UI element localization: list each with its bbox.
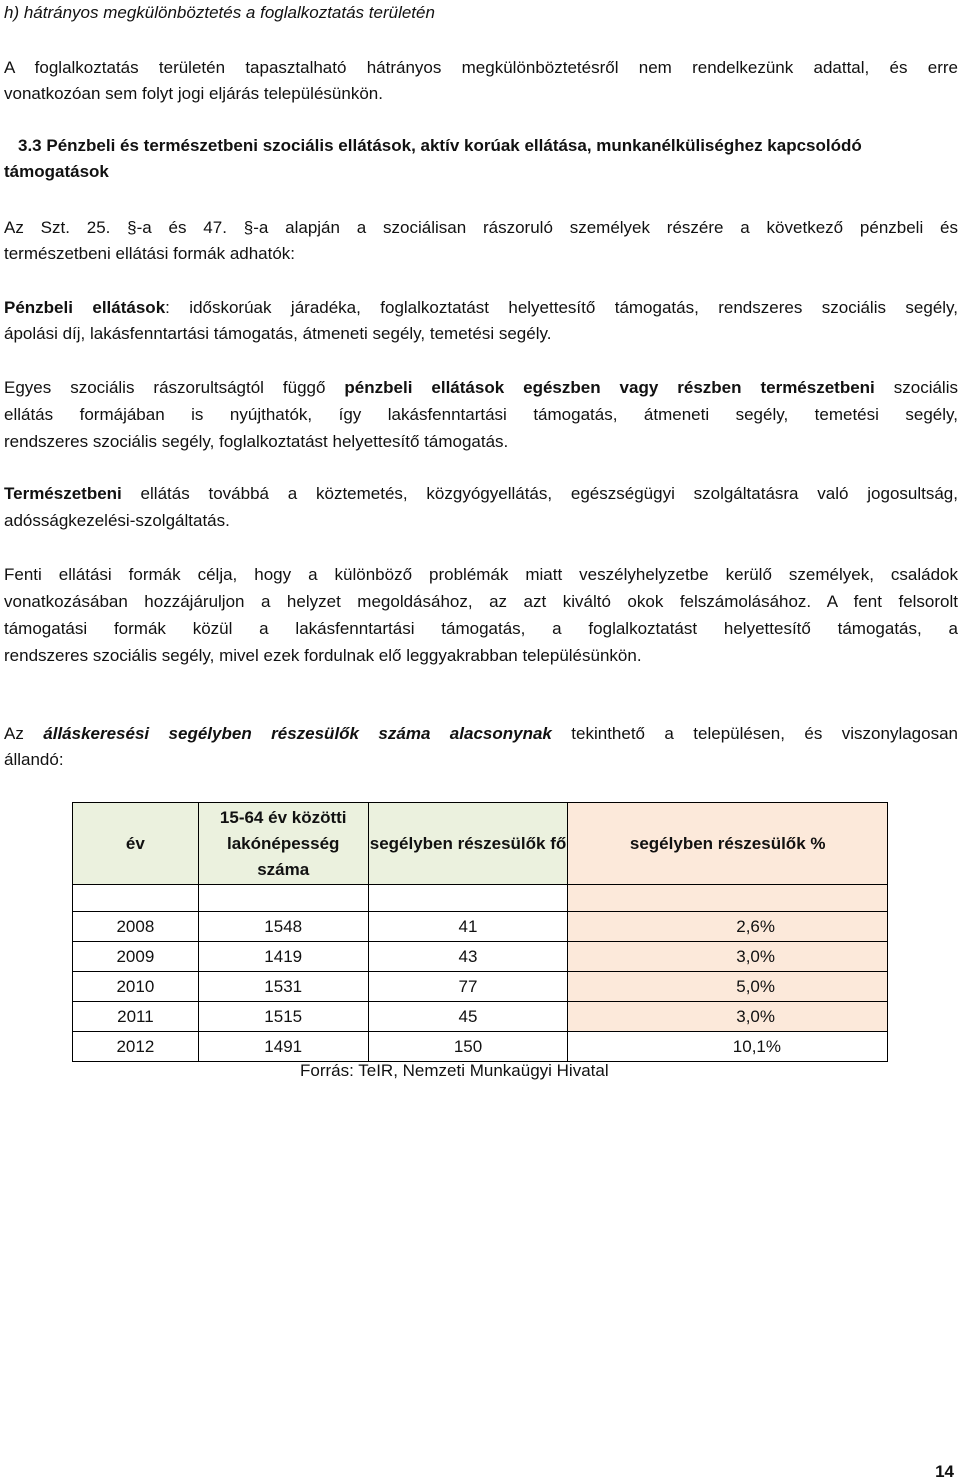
cell-year: 2009 [73, 942, 199, 972]
cell-recipients: 43 [368, 942, 568, 972]
cell-population: 1515 [198, 1002, 368, 1032]
cell-year: 2008 [73, 912, 199, 942]
egyes-paragraph-line-1 [4, 375, 958, 401]
table-spacer-row [73, 885, 888, 912]
allaskeresesi-text: tekinthető a településen, és viszonylagosan [551, 724, 958, 743]
discrimination-paragraph-line-2: vonatkozóan sem folyt jogi eljárás településünkön. [4, 84, 383, 103]
table-header-row [73, 803, 888, 885]
cell-percent: 5,0% [568, 972, 888, 1002]
cell-population: 1419 [198, 942, 368, 972]
termeszetbeni-paragraph-line-2: adósságkezelési-szolgáltatás. [4, 511, 230, 530]
egyes-text-a: Egyes szociális rászorultságtól függő [4, 378, 345, 397]
cell-percent: 3,0% [568, 942, 888, 972]
table-source-note: Forrás: TeIR, Nemzeti Munkaügyi Hivatal [300, 1061, 609, 1080]
penzbeli-paragraph-line-1 [4, 295, 958, 321]
header-population-line-2: lakónépesség [226, 833, 340, 853]
egyes-paragraph-line-2: ellátás formájában is nyújthatók, így lakásfenntartási támogatás, átmeneti segély, temetési segély, [4, 405, 958, 424]
cell-percent: 3,0% [568, 1002, 888, 1032]
spacer-cell [368, 885, 568, 912]
discrimination-paragraph-line-1: A foglalkoztatás területén tapasztalható hátrányos megkülönböztetésről nem rendelkezünk adattal, és erre [4, 58, 958, 77]
egyes-paragraph-line-3: rendszeres szociális segély, foglalkoztatást helyettesítő támogatás. [4, 432, 509, 451]
spacer-cell [568, 885, 888, 912]
table-row [73, 1002, 888, 1032]
benefit-recipients-table [72, 802, 888, 1062]
page-number: 14 [935, 1462, 954, 1481]
termeszetbeni-label: Természetbeni [4, 484, 122, 503]
szt-paragraph-line-2: természetbeni ellátási formák adhatók: [4, 244, 296, 263]
section-h-title: h) hátrányos megkülönböztetés a foglalkoztatás területén [4, 3, 435, 22]
header-population-line-1: 15-64 év közötti [219, 807, 347, 827]
allaskeresesi-emphasis: álláskeresési segélyben részesülők száma alacsonynak [43, 724, 552, 743]
cell-year: 2011 [73, 1002, 199, 1032]
cell-recipients: 41 [368, 912, 568, 942]
header-recipients: segélyben részesülők fő [368, 803, 568, 885]
fenti-paragraph-line-4: rendszeres szociális segély, mivel ezek fordulnak elő leggyakrabban településünkön. [4, 646, 642, 665]
section-3-3-title-line-1: 3.3 Pénzbeli és természetbeni szociális ellátások, aktív korúak ellátása, munkanélküliséghez kapcsolódó [18, 136, 862, 155]
header-year: év [73, 803, 199, 885]
szt-paragraph-line-1: Az Szt. 25. §-a és 47. §-a alapján a szociálisan rászoruló személyek részére a következő pénzbeli és [4, 218, 958, 237]
penzbeli-paragraph-line-2: ápolási díj, lakásfenntartási támogatás, átmeneti segély, temetési segély. [4, 324, 552, 343]
table-row [73, 1032, 888, 1062]
allaskeresesi-paragraph-line-2: állandó: [4, 750, 64, 769]
spacer-cell [73, 885, 199, 912]
table-row [73, 942, 888, 972]
header-percent: segélyben részesülők % [568, 803, 888, 885]
penzbeli-text: : időskorúak járadéka, foglalkoztatást helyettesítő támogatás, rendszeres szociális segély, [165, 298, 959, 317]
cell-percent: 2,6% [568, 912, 888, 942]
cell-population: 1531 [198, 972, 368, 1002]
cell-recipients: 150 [368, 1032, 568, 1062]
cell-recipients: 77 [368, 972, 568, 1002]
cell-population: 1491 [198, 1032, 368, 1062]
termeszetbeni-paragraph-line-1 [4, 481, 958, 507]
spacer-cell [198, 885, 368, 912]
allaskeresesi-paragraph-line-1 [4, 721, 958, 747]
penzbeli-label: Pénzbeli ellátások [4, 298, 166, 317]
header-population [198, 803, 368, 885]
allaskeresesi-prefix: Az [4, 724, 44, 743]
egyes-emphasis: pénzbeli ellátások egészben vagy részben természetbeni [344, 378, 875, 397]
cell-year: 2012 [73, 1032, 199, 1062]
fenti-paragraph-line-2: vonatkozásában hozzájáruljon a helyzet megoldásához, az azt kiváltó okok felszámolásához. A fent felsorolt [4, 592, 958, 611]
cell-percent: 10,1% [568, 1032, 888, 1062]
table-row [73, 912, 888, 942]
cell-recipients: 45 [368, 1002, 568, 1032]
header-population-line-3: száma [257, 859, 310, 879]
cell-year: 2010 [73, 972, 199, 1002]
egyes-text-c: szociális [874, 378, 958, 397]
fenti-paragraph-line-3: támogatási formák közül a lakásfenntartási támogatás, a foglalkoztatást helyettesítő támogatás, a [4, 619, 958, 638]
termeszetbeni-text: ellátás továbbá a köztemetés, közgyógyellátás, egészségügyi szolgáltatásra való jogosultság, [121, 484, 958, 503]
table-row [73, 972, 888, 1002]
cell-population: 1548 [198, 912, 368, 942]
section-3-3-title-line-2: támogatások [4, 162, 109, 181]
fenti-paragraph-line-1: Fenti ellátási formák célja, hogy a különböző problémák miatt veszélyhelyzetbe kerülő személyek, családok [4, 565, 958, 584]
